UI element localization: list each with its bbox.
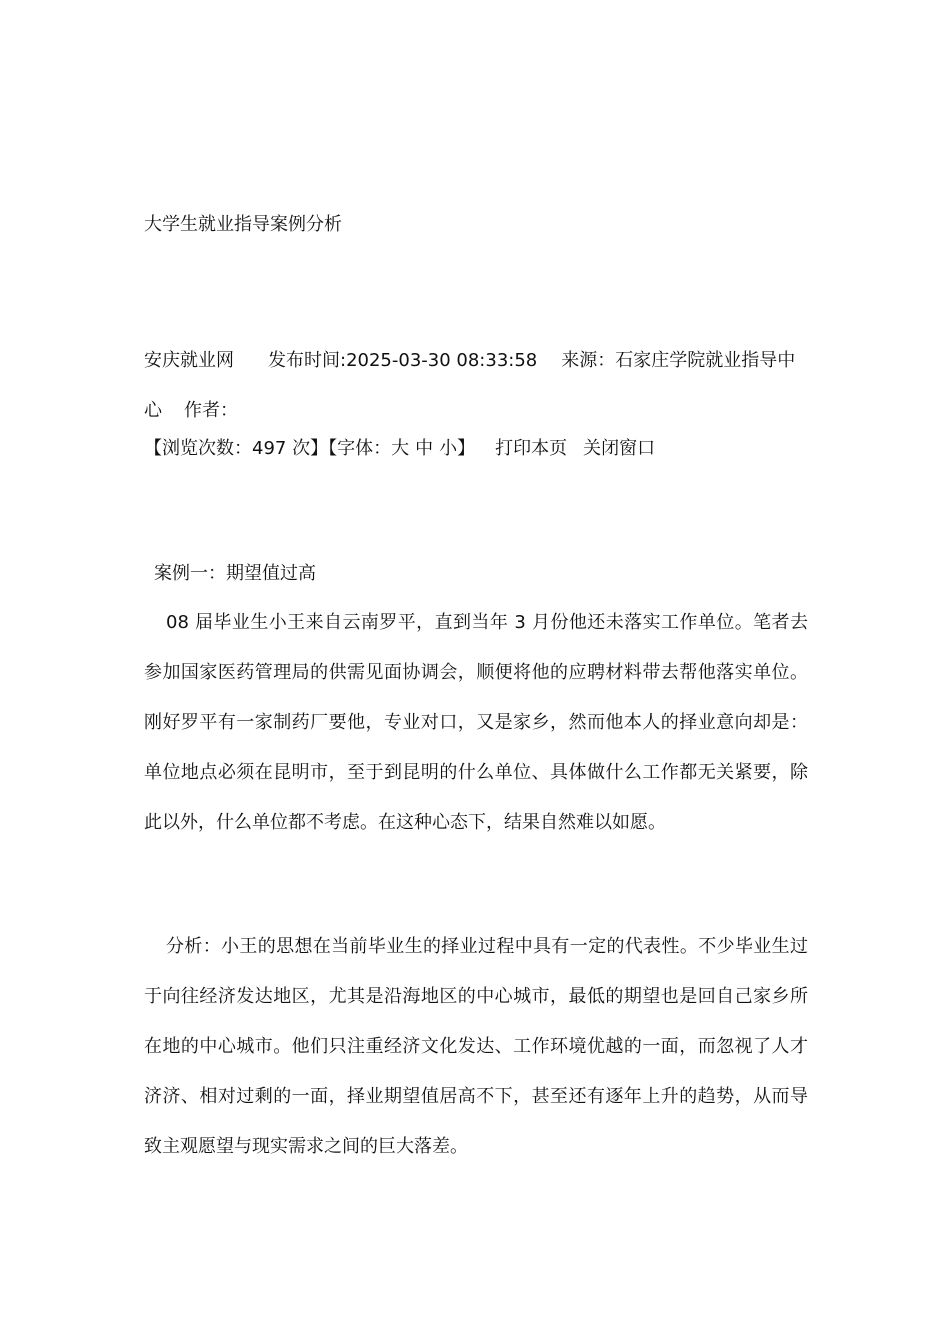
font-size-prefix: 【字体：: [328, 438, 392, 459]
paragraph-case: 08 届毕业生小王来自云南罗平，直到当年 3 月份他还未落实工作单位。笔者去参加国家医药管理局的供需见面协调会，顺便将他的应聘材料带去帮他落实单位。刚好罗平有一家制药厂要他，专业对口，又是家乡，然而他本人的择业意向却是：单位地点必须在昆明市，至于到昆明的什么单位、具体做什么工作都无关紧要，除此以外，什么单位都不考虑。在这种心态下，结果自然难以如愿。: [144, 612, 808, 833]
font-size-suffix: 】: [457, 438, 476, 459]
paragraph-analysis: 分析：小王的思想在当前毕业生的择业过程中具有一定的代表性。不少毕业生过于向往经济发达地区，尤其是沿海地区的中心城市，最低的期望也是回自己家乡所在地的中心城市。他们只注重经济文化发达、工作环境优越的一面，而忽视了人才济济、相对过剩的一面，择业期望值居高不下，甚至还有逐年上升的趋势，从而导致主观愿望与现实需求之间的巨大落差。: [144, 936, 808, 1157]
view-count: 【浏览次数：497 次】: [144, 438, 329, 459]
article-toolbar: [144, 436, 655, 462]
font-medium-link[interactable]: 中: [415, 438, 434, 459]
publish-time: 发布时间:2025-03-30 08:33:58: [268, 350, 538, 371]
case-heading: 案例一：期望值过高: [154, 563, 316, 584]
article-source: 来源：石家庄学院就业指导中心: [144, 350, 796, 421]
article-author: 作者：: [184, 400, 238, 421]
article-meta: [144, 336, 808, 436]
font-large-link[interactable]: 大: [391, 438, 410, 459]
site-name: 安庆就业网: [144, 350, 234, 371]
print-page-link[interactable]: 打印本页: [495, 438, 568, 459]
font-small-link[interactable]: 小: [439, 438, 458, 459]
close-window-link[interactable]: 关闭窗口: [583, 438, 656, 459]
article-title: 大学生就业指导案例分析: [144, 214, 342, 235]
